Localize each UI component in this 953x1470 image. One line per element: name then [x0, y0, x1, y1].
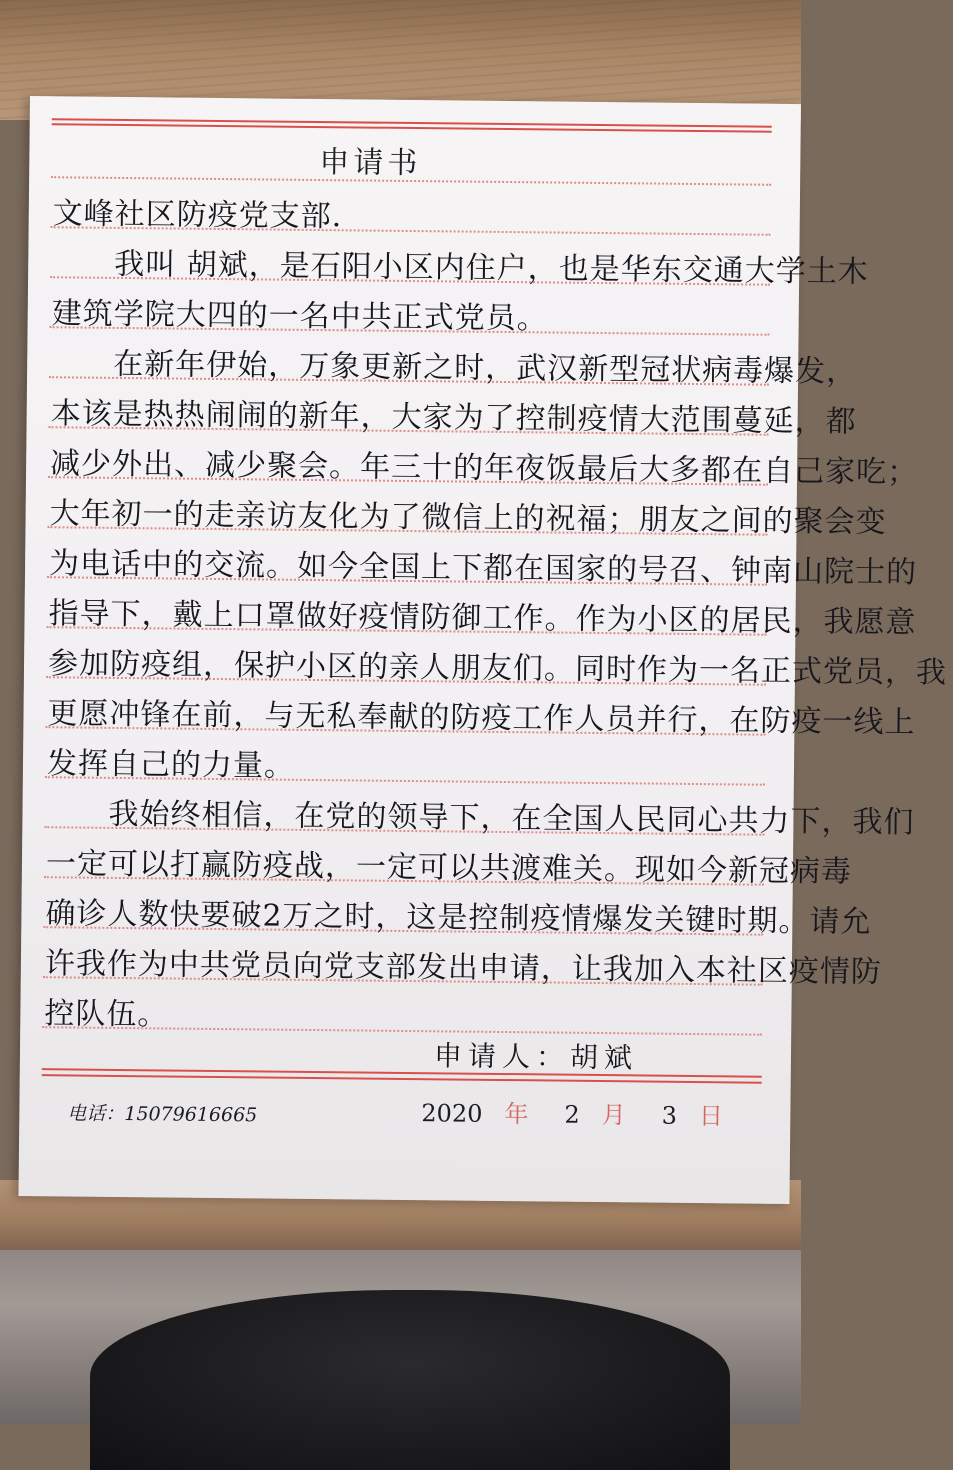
phone-number: 电话：15079616665 [67, 1102, 258, 1127]
letter-line: 在新年伊始，万象更新之时，武汉新型冠状病毒爆发， [51, 346, 858, 390]
letter-line: 参加防疫组，保护小区的亲人朋友们。同时作为一名正式党员，我 [47, 646, 948, 691]
letter-title: 申请书 [319, 145, 422, 182]
application-letter-sheet [18, 96, 948, 1204]
date-day: 3 [661, 1101, 678, 1130]
date-year-unit: 年 [504, 1100, 529, 1129]
date-year: 2020 [421, 1099, 483, 1128]
date-month-unit: 月 [601, 1101, 626, 1130]
letter-line: 发挥自己的力量。 [46, 746, 296, 784]
letter-line: 我叫 胡斌，是石阳小区内住户，也是华东交通大学土木 [52, 246, 869, 290]
letter-line: 大年初一的走亲访友化为了微信上的祝福；朋友之间的聚会变 [49, 496, 887, 540]
letter-date [421, 1093, 723, 1131]
date-month: 2 [564, 1100, 580, 1129]
letter-line: 为电话中的交流。如今全国上下都在国家的号召、钟南山院士的 [48, 546, 918, 591]
date-day-unit: 日 [698, 1102, 724, 1131]
letter-line: 更愿冲锋在前，与无私奉献的防疫工作人员并行，在防疫一线上 [47, 696, 916, 741]
letter-line: 我始终相信，在党的领导下，在全国人民同心共力下，我们 [46, 796, 915, 841]
applicant-signature: 申请人：胡斌 [433, 1039, 639, 1075]
letter-line: 一定可以打赢防疫战，一定可以共渡难关。现如今新冠病毒 [45, 846, 853, 890]
letter-line: 指导下，戴上口罩做好疫情防御工作。作为小区的居民，我愿意 [48, 596, 917, 641]
letter-line: 建筑学院大四的一名中共正式党员。 [51, 296, 548, 337]
letter-line: 许我作为中共党员向党支部发出申请，让我加入本社区疫情防 [44, 946, 883, 990]
letter-line: 控队伍。 [44, 996, 169, 1033]
letter-line: 确诊人数快要破2万之时，这是控制疫情爆发关键时期。请允 [45, 896, 872, 940]
letter-line-salutation: 文峰社区防疫党支部. [52, 196, 343, 235]
letter-line: 本该是热热闹闹的新年，大家为了控制疫情大范围蔓延，都 [50, 396, 857, 440]
dark-coat [90, 1290, 730, 1470]
letter-line: 减少外出、减少聚会。年三十的年夜饭最后大多都在自己家吃； [49, 446, 919, 491]
